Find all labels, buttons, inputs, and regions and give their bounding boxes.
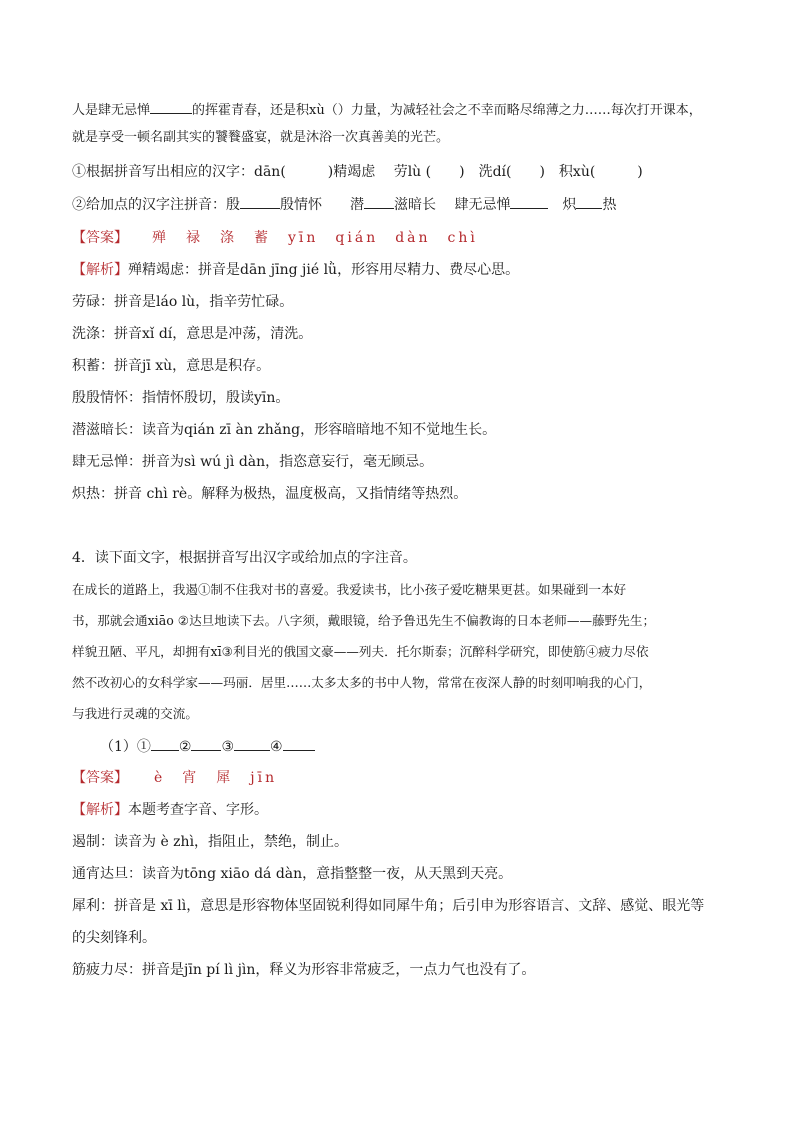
q4-analysis-item: 通宵达旦：读音为tōng xiāo dá dàn，意指整整一夜，从天黑到天亮。 [72, 866, 513, 882]
q3-task2-a: ②给加点的汉字注拼音：殷 [72, 197, 240, 213]
q3-analysis-3: 洗涤：拼音xǐ dí，意思是冲荡，清洗。 [72, 326, 313, 342]
q4-analysis-item: 遏制：读音为 è zhì，指阻止，禁绝，制止。 [72, 834, 349, 850]
blank [576, 194, 602, 209]
q3-analysis-6: 潜滋暗长：读音为qián zī àn zhǎng，形容暗暗地不知不觉地生长。 [72, 422, 497, 438]
q4-passage-line: 与我进行灵魂的交流。 [72, 706, 198, 721]
blank [283, 736, 315, 751]
q3-task-1: ①根据拼音写出相应的汉字：dān( )精竭虑 劳lù ( ) 洗dí( ) 积xù( ) [72, 164, 643, 180]
blanks-label: （1）① [100, 739, 151, 755]
q3-analysis-8: 炽热：拼音 chì rè。解释为极热，温度极高，又指情绪等热烈。 [72, 486, 468, 502]
q4-answer [72, 768, 724, 788]
q4-analysis-intro [72, 800, 724, 820]
analysis-item: 殚精竭虑：拼音是dān jīng jié lǜ，形容用尽精力、费尽心思。 [128, 262, 520, 278]
q3-passage-text-b: 的挥霍青春，还是积xù（）力量，为减轻社会之不幸而略尽绵薄之力……每次打开课本， [192, 103, 702, 118]
blank [151, 736, 179, 751]
q3-analysis-5: 殷殷情怀：指情怀殷切，殷读yīn。 [72, 390, 290, 406]
analysis-tag: 【解析】 [72, 802, 128, 818]
answer-tag: 【答案】 [72, 230, 128, 246]
q4-blanks [100, 736, 724, 757]
q3-analysis-4: 积蓄：拼音jī xù，意思是积存。 [72, 358, 271, 374]
analysis-tag: 【解析】 [72, 262, 128, 278]
blank-num: ③ [221, 739, 235, 755]
q4-heading: 4．读下面文字，根据拼音写出汉字或给加点的字注音。 [72, 550, 417, 566]
blank [240, 194, 280, 209]
q3-task2-e: 热 [602, 197, 617, 213]
q4-passage-line: 书，那就会通xiāo ②达旦地读下去。八字须，戴眼镜，给予鲁迅先生不偏教诲的日本老师——藤野先生； [72, 613, 656, 628]
blank-num: ② [178, 739, 192, 755]
q4-passage-line: 样貌丑陋、平凡，却拥有xī③利目光的俄国文豪——列夫．托尔斯泰；沉醉科学研究，即使筋④疲力尽依 [72, 644, 649, 659]
q3-analysis-1 [72, 260, 724, 280]
q3-task2-b: 殷情怀 潜 [280, 197, 364, 213]
q3-task2-d: 炽 [548, 197, 577, 213]
q3-analysis-7: 肆无忌惮：拼音为sì wú jì dàn，指恣意妄行，毫无顾忌。 [72, 454, 434, 470]
q3-task-2 [72, 194, 724, 215]
q4-analysis-item: 犀利：拼音是 xī lì，意思是形容物体坚固锐利得如同犀牛角；后引申为形容语言、文辞、感觉、眼光等 [72, 898, 705, 914]
q3-passage-text-a: 人是肆无忌惮 [72, 103, 151, 118]
q3-passage-line-2: 就是享受一顿名副其实的饕餮盛宴，就是沐浴一次真善美的光芒。 [72, 130, 450, 145]
q3-answer [72, 228, 724, 248]
q4-passage-line: 在成长的道路上，我遏①制不住我对书的喜爱。我爱读书，比小孩子爱吃糖果更甚。如果碰到一本好 [72, 582, 627, 597]
q3-task2-c: 滋暗长 肆无忌惮 [394, 197, 511, 213]
blank [234, 736, 270, 751]
q3-blank [150, 99, 192, 114]
answer-value: 殚 禄 涤 蓄 yīn qián dàn chì [152, 230, 478, 246]
q4-analysis-item: 筋疲力尽：拼音是jīn pí lì jìn，释义为形容非常疲乏，一点力气也没有了。 [72, 962, 536, 978]
blank [364, 194, 394, 209]
blank-num: ④ [270, 739, 283, 755]
blank [191, 736, 221, 751]
blank [510, 194, 548, 209]
answer-value: è 宵 犀 jīn [154, 770, 278, 786]
q4-analysis-item: 的尖刻锋利。 [72, 930, 156, 946]
analysis-intro: 本题考查字音、字形。 [128, 802, 268, 818]
q4-passage-line: 然不改初心的女科学家——玛丽．居里……太多太多的书中人物，常常在夜深人静的时刻叩响我的心门， [72, 675, 652, 690]
q3-analysis-2: 劳碌：拼音是láo lù，指辛劳忙碌。 [72, 294, 294, 310]
q3-passage-line-1 [72, 99, 724, 121]
answer-tag: 【答案】 [72, 770, 128, 786]
